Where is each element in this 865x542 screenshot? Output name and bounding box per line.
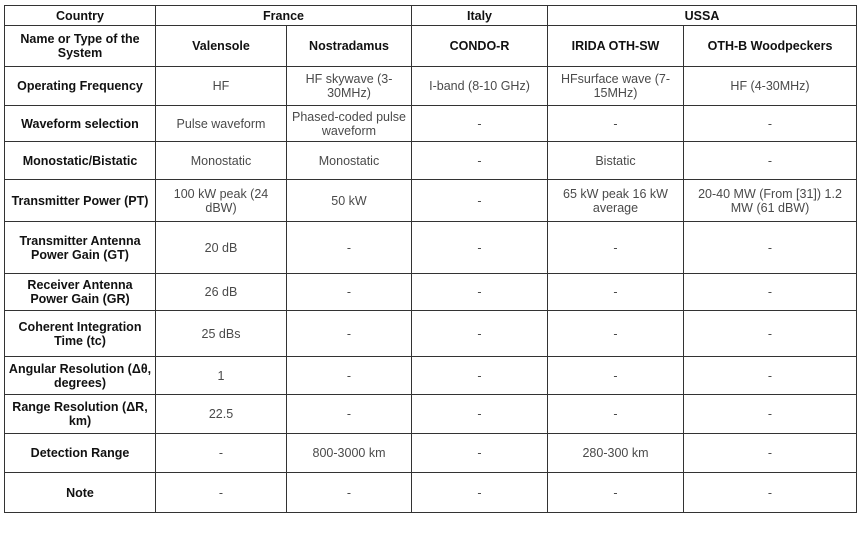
table-cell: - xyxy=(548,473,684,513)
table-cell: - xyxy=(156,434,287,473)
table-cell: - xyxy=(684,142,857,180)
table-cell: HF skywave (3-30MHz) xyxy=(287,67,412,106)
radar-systems-table xyxy=(4,5,857,513)
table-cell: HFsurface wave (7-15MHz) xyxy=(548,67,684,106)
table-cell: 65 kW peak 16 kW average xyxy=(548,180,684,222)
table-cell: 20-40 MW (From [31]) 1.2 MW (61 dBW) xyxy=(684,180,857,222)
table-cell: - xyxy=(548,222,684,274)
table-cell: - xyxy=(684,106,857,142)
table-cell: 100 kW peak (24 dBW) xyxy=(156,180,287,222)
table-cell: - xyxy=(287,222,412,274)
table-cell: - xyxy=(412,142,548,180)
group-header-italy: Italy xyxy=(412,6,548,26)
table-cell: 800-3000 km xyxy=(287,434,412,473)
table-cell: Phased-coded pulse waveform xyxy=(287,106,412,142)
table-cell: - xyxy=(287,274,412,311)
table-cell: HF (4-30MHz) xyxy=(684,67,857,106)
row-label: Name or Type of the System xyxy=(5,26,156,67)
table-row xyxy=(5,434,857,473)
table-cell: - xyxy=(548,395,684,434)
table-row xyxy=(5,180,857,222)
table-cell: Bistatic xyxy=(548,142,684,180)
table-row xyxy=(5,67,857,106)
table-cell: Monostatic xyxy=(156,142,287,180)
table-cell: - xyxy=(287,473,412,513)
table-cell: HF xyxy=(156,67,287,106)
system-name: Nostradamus xyxy=(287,26,412,67)
table-cell: - xyxy=(287,395,412,434)
table-cell: - xyxy=(548,311,684,357)
table-row xyxy=(5,311,857,357)
row-label: Monostatic/Bistatic xyxy=(5,142,156,180)
row-label: Transmitter Power (PT) xyxy=(5,180,156,222)
table-cell: 26 dB xyxy=(156,274,287,311)
table-cell: 50 kW xyxy=(287,180,412,222)
table-cell: - xyxy=(548,274,684,311)
table-cell: 25 dBs xyxy=(156,311,287,357)
system-name-row xyxy=(5,26,857,67)
group-header-france: France xyxy=(156,6,412,26)
row-label: Coherent Integration Time (tc) xyxy=(5,311,156,357)
table-cell: 1 xyxy=(156,357,287,395)
row-label: Waveform selection xyxy=(5,106,156,142)
table-cell: - xyxy=(684,311,857,357)
table-cell: - xyxy=(684,274,857,311)
country-header-row xyxy=(5,6,857,26)
row-label: Receiver Antenna Power Gain (GR) xyxy=(5,274,156,311)
table-cell: - xyxy=(287,311,412,357)
row-label: Detection Range xyxy=(5,434,156,473)
table-cell: - xyxy=(548,357,684,395)
table-cell: - xyxy=(684,357,857,395)
table-cell: - xyxy=(412,274,548,311)
table-row xyxy=(5,142,857,180)
table-row xyxy=(5,357,857,395)
table-row xyxy=(5,274,857,311)
comparison-table-wrapper xyxy=(4,5,857,513)
table-row xyxy=(5,473,857,513)
system-name: Valensole xyxy=(156,26,287,67)
table-cell: - xyxy=(412,357,548,395)
country-label: Country xyxy=(5,6,156,26)
table-cell: 280-300 km xyxy=(548,434,684,473)
row-label: Operating Frequency xyxy=(5,67,156,106)
table-cell: Monostatic xyxy=(287,142,412,180)
table-cell: - xyxy=(684,222,857,274)
table-row xyxy=(5,106,857,142)
table-cell: - xyxy=(412,473,548,513)
table-cell: - xyxy=(412,180,548,222)
table-row xyxy=(5,222,857,274)
table-cell: - xyxy=(412,434,548,473)
table-cell: - xyxy=(287,357,412,395)
row-label: Range Resolution (ΔR, km) xyxy=(5,395,156,434)
table-row xyxy=(5,395,857,434)
table-cell: - xyxy=(156,473,287,513)
table-cell: 22.5 xyxy=(156,395,287,434)
table-cell: - xyxy=(684,473,857,513)
table-cell: - xyxy=(548,106,684,142)
table-cell: - xyxy=(412,311,548,357)
row-label: Transmitter Antenna Power Gain (GT) xyxy=(5,222,156,274)
table-cell: - xyxy=(412,106,548,142)
table-cell: I-band (8-10 GHz) xyxy=(412,67,548,106)
table-cell: - xyxy=(684,395,857,434)
row-label: Note xyxy=(5,473,156,513)
table-cell: 20 dB xyxy=(156,222,287,274)
table-cell: - xyxy=(412,395,548,434)
table-cell: - xyxy=(684,434,857,473)
system-name: IRIDA OTH-SW xyxy=(548,26,684,67)
system-name: CONDO-R xyxy=(412,26,548,67)
table-cell: Pulse waveform xyxy=(156,106,287,142)
system-name: OTH-B Woodpeckers xyxy=(684,26,857,67)
table-cell: - xyxy=(412,222,548,274)
row-label: Angular Resolution (Δθ, degrees) xyxy=(5,357,156,395)
group-header-ussa: USSA xyxy=(548,6,857,26)
